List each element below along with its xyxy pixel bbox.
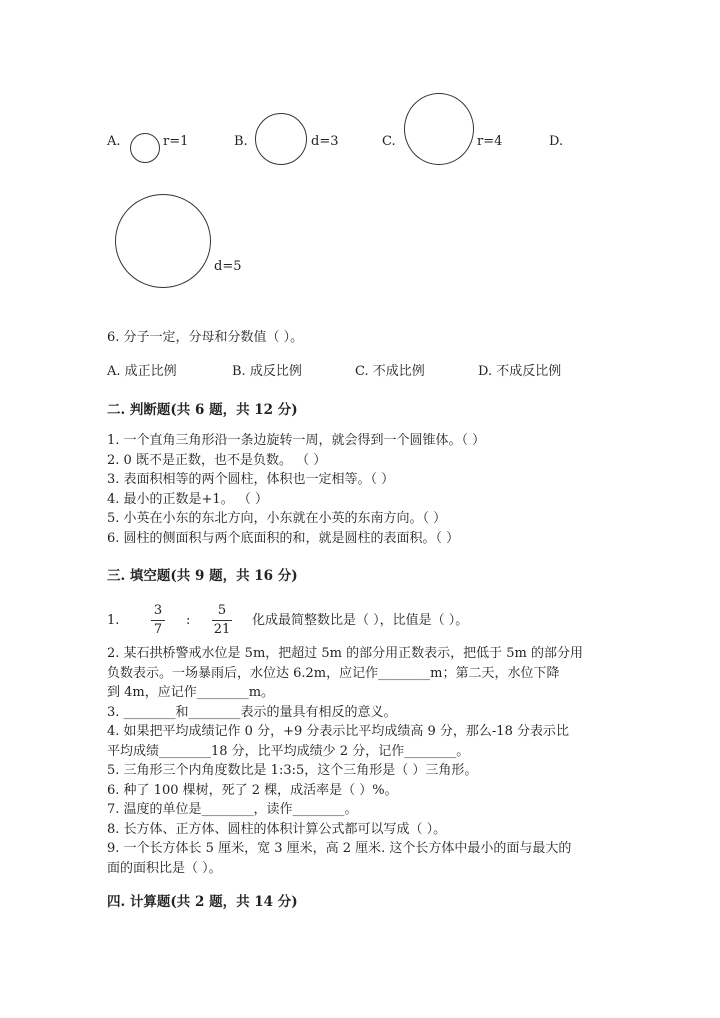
circle-b	[255, 113, 307, 165]
fraction-1-denominator: 7	[153, 622, 163, 637]
fraction-3-7	[151, 603, 165, 638]
option-c-value: r=4	[477, 134, 503, 149]
option-b-label: B.	[234, 134, 248, 149]
option-a-value: r=1	[163, 134, 189, 149]
judge-item-4: 4. 最小的正数是+1。 （ ）	[107, 491, 268, 507]
fraction-1-numerator: 3	[153, 603, 163, 618]
fraction-5-21	[212, 603, 232, 638]
fill-q2-line3: 到 4m，应记作________m。	[107, 685, 275, 700]
fill-q4-line2: 平均成绩________18 分，比平均成绩少 2 分，记作________。	[107, 743, 470, 759]
fill-q2-line1: 2. 某石拱桥警戒水位是 5m，把超过 5m 的部分用正数表示，把低于 5m 的部分用	[107, 646, 583, 661]
section3-list	[107, 644, 583, 878]
option-d-value: d=5	[214, 259, 242, 274]
q6-option-c: C. 不成比例	[355, 364, 425, 379]
circle-c	[404, 93, 474, 165]
judge-item-1: 1. 一个直角三角形沿一条边旋转一周，就会得到一个圆锥体。（ ）	[107, 433, 486, 448]
fraction-2-numerator: 5	[217, 603, 227, 618]
option-c-label: C.	[382, 134, 396, 149]
fill-q3: 3. ________和________表示的量具有相反的意义。	[107, 704, 397, 720]
fill-q9-line2: 面的面积比是（ ）。	[107, 860, 222, 876]
section2-list	[107, 431, 485, 548]
q6-option-b: B. 成反比例	[232, 364, 302, 379]
ratio-colon: :	[186, 613, 191, 628]
q6-option-a: A. 成正比例	[107, 364, 177, 379]
q6-option-d: D. 不成反比例	[478, 364, 562, 379]
section4-title: 四. 计算题(共 2 题，共 14 分)	[107, 894, 298, 910]
judge-item-5: 5. 小英在小东的东北方向，小东就在小英的东南方向。（ ）	[107, 511, 447, 526]
judge-item-6: 6. 圆柱的侧面积与两个底面积的和，就是圆柱的表面积。（ ）	[107, 530, 460, 546]
circle-a	[130, 133, 160, 163]
section2-title: 二. 判断题(共 6 题，共 12 分)	[107, 402, 298, 418]
section3-title: 三. 填空题(共 9 题，共 16 分)	[107, 568, 298, 584]
option-b-value: d=3	[311, 134, 339, 149]
option-d-label: D.	[549, 134, 564, 149]
judge-item-2: 2. 0 既不是正数，也不是负数。 （ ）	[107, 452, 327, 468]
fill-q1-number: 1.	[107, 613, 120, 628]
fill-q2-line2: 负数表示。一场暴雨后，水位达 6.2m，应记作________m；第二天，水位下降	[107, 665, 560, 681]
fill-q9-line1: 9. 一个长方体长 5 厘米，宽 3 厘米，高 2 厘米. 这个长方体中最小的面与最大的	[107, 841, 572, 856]
fraction-2-denominator: 21	[213, 622, 231, 637]
fill-q6: 6. 种了 100 棵树，死了 2 棵，成活率是（ ）%。	[107, 782, 398, 798]
fill-q5: 5. 三角形三个内角度数比是 1:3:5，这个三角形是（ ）三角形。	[107, 763, 478, 778]
option-a-label: A.	[107, 134, 121, 149]
fill-q8: 8. 长方体、正方体、圆柱的体积计算公式都可以写成（ ）。	[107, 821, 447, 837]
circle-d	[115, 194, 211, 288]
fill-q4-line1: 4. 如果把平均成绩记作 0 分，+9 分表示比平均成绩高 9 分，那么-18 分表示比	[107, 724, 569, 739]
fill-q1-text: 化成最简整数比是（ ），比值是（ ）。	[252, 613, 469, 628]
fill-q7: 7. 温度的单位是________，读作________。	[107, 802, 358, 817]
q6-stem: 6. 分子一定，分母和分数值（ ）。	[107, 330, 304, 345]
judge-item-3: 3. 表面积相等的两个圆柱，体积也一定相等。（ ）	[107, 472, 395, 487]
